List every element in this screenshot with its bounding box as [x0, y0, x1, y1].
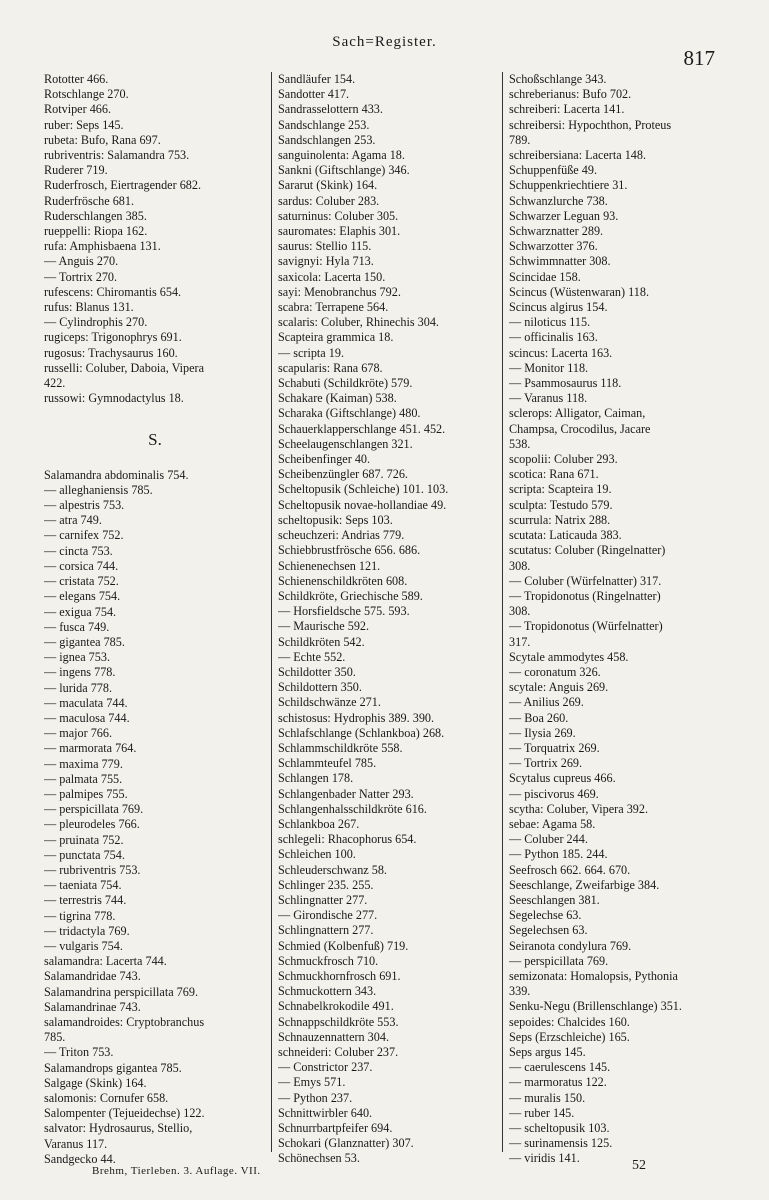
index-entry: — Girondische 277.	[278, 908, 378, 923]
index-entry: Ruderfrosch, Eiertragender 682.	[44, 178, 202, 193]
index-entry: scheuchzeri: Andrias 779.	[278, 528, 405, 543]
index-entry: Segelechsen 63.	[509, 923, 588, 938]
index-entry: Schildotter 350.	[278, 664, 356, 679]
index-entries-right	[509, 72, 735, 1167]
index-entry: Seiranota condylura 769.	[509, 938, 632, 953]
index-entry: — Tortrix 270.	[44, 269, 118, 284]
index-entry: Schuppenfüße 49.	[509, 163, 598, 178]
index-entry: saturninus: Coluber 305.	[278, 208, 399, 223]
index-entry: Schönechsen 53.	[278, 1151, 360, 1166]
index-entry: — marmorata 764.	[44, 741, 137, 756]
index-entry: — Constrictor 237.	[278, 1060, 373, 1075]
index-entry: — Coluber (Würfelnatter) 317.	[509, 573, 662, 588]
index-entries-r	[44, 72, 266, 406]
index-entry: — Triton 753.	[44, 1045, 114, 1060]
index-entry: sauromates: Elaphis 301.	[278, 224, 401, 239]
index-entry: — Tortrix 269.	[509, 756, 583, 771]
index-entry: Seeschlangen 381.	[509, 892, 600, 907]
index-entry: Scharaka (Giftschlange) 480.	[278, 406, 421, 421]
index-entry: — Maurische 592.	[278, 619, 370, 634]
index-entry: — alpestris 753.	[44, 498, 125, 513]
index-entry: — cristata 752.	[44, 574, 119, 589]
index-entry: — Torquatrix 269.	[509, 740, 600, 755]
index-entry: Schildschwänze 271.	[278, 695, 381, 710]
index-entry: schneideri: Coluber 237.	[278, 1045, 399, 1059]
index-entry: Sandrasselottern 433.	[278, 102, 383, 117]
index-entry: Schwanzlurche 738.	[509, 193, 608, 208]
index-entry: Salamandrinae 743.	[44, 999, 141, 1014]
index-entry: — caerulescens 145.	[509, 1060, 611, 1075]
index-entry: rufescens: Chiromantis 654.	[44, 284, 182, 299]
index-entry: — Cylindrophis 270.	[44, 315, 148, 330]
index-entry: Schlingnatter 277.	[278, 892, 368, 907]
index-entry: — marmoratus 122.	[509, 1075, 607, 1090]
index-entry: schreibersi: Hypochthon, Proteus	[509, 117, 672, 132]
index-entry: russelli: Coluber, Daboia, Vipera	[44, 360, 205, 375]
index-entry: saurus: Stellio 115.	[278, 239, 372, 254]
index-entry: Scheelaugenschlangen 321.	[278, 436, 413, 451]
index-entry: Schlammteufel 785.	[278, 756, 377, 771]
index-entry: Salgage (Skink) 164.	[44, 1075, 147, 1090]
index-entry: — cincta 753.	[44, 543, 113, 558]
index-entry: rugosus: Trachysaurus 160.	[44, 345, 178, 360]
index-entry: Sandschlangen 253.	[278, 132, 376, 147]
index-entry: — Coluber 244.	[509, 832, 588, 847]
index-entry: — corsica 744.	[44, 558, 119, 573]
index-entry: — major 766.	[44, 726, 113, 741]
index-entry: 785.	[44, 1030, 66, 1045]
index-entry: — ignea 753.	[44, 650, 111, 665]
index-entry: Schlinger 235. 255.	[278, 877, 374, 892]
index-entry: Sandgecko 44.	[44, 1151, 116, 1166]
index-entry: — piscivorus 469.	[509, 786, 599, 801]
index-entry: Schwarznatter 289.	[509, 224, 604, 239]
index-entry: Sararut (Skink) 164.	[278, 178, 378, 193]
index-entry: Sandläufer 154.	[278, 72, 356, 86]
index-entry: Scheltopusik novae-hollandiae 49.	[278, 497, 447, 512]
index-entry: Schmuckhornfrosch 691.	[278, 968, 401, 983]
index-entry: schreibersiana: Lacerta 148.	[509, 148, 647, 163]
index-entry: rueppelli: Riopa 162.	[44, 224, 148, 239]
index-entry: — Monitor 118.	[509, 360, 589, 375]
index-entry: Salamandrina perspicillata 769.	[44, 984, 198, 999]
index-entry: Salamandridae 743.	[44, 969, 141, 984]
column-divider-right	[502, 72, 503, 1152]
index-entry: scapularis: Rana 678.	[278, 360, 383, 375]
index-entry: — perspicillata 769.	[44, 802, 144, 817]
index-entry: Senku-Negu (Brillenschlange) 351.	[509, 999, 682, 1014]
index-entry: rufa: Amphisbaena 131.	[44, 239, 161, 254]
index-entry: 789.	[509, 132, 531, 147]
index-entry: salamandra: Lacerta 744.	[44, 954, 167, 969]
index-entry: scytale: Anguis 269.	[509, 680, 609, 695]
index-entry: — ingens 778.	[44, 665, 116, 680]
index-entry: Scheibenzüngler 687. 726.	[278, 467, 408, 482]
index-entry: Seefrosch 662. 664. 670.	[509, 862, 631, 877]
index-entry: ruber: Seps 145.	[44, 117, 124, 132]
index-entry: — Anguis 270.	[44, 254, 119, 269]
index-entry: — fusca 749.	[44, 619, 110, 634]
index-entry: 538.	[509, 436, 531, 451]
index-entry: scurrula: Natrix 288.	[509, 512, 611, 527]
index-entry: — palmata 755.	[44, 771, 123, 786]
index-entry: — viridis 141.	[509, 1151, 580, 1166]
index-entry: sardus: Coluber 283.	[278, 193, 380, 208]
index-entry: Schienenschildkröten 608.	[278, 573, 408, 588]
index-entry: — elegans 754.	[44, 589, 121, 604]
index-entry: Schienenechsen 121.	[278, 558, 381, 573]
index-entry: — muralis 150.	[509, 1090, 586, 1105]
index-entry: — perspicillata 769.	[509, 953, 609, 968]
index-entry: salomonis: Cornufer 658.	[44, 1091, 169, 1105]
index-entries-s	[44, 468, 266, 1167]
index-entry: Sankni (Giftschlange) 346.	[278, 163, 410, 178]
index-entry: 308.	[509, 604, 531, 619]
index-entry: Schnurrbartpfeifer 694.	[278, 1121, 393, 1136]
index-entry: Schleichen 100.	[278, 847, 356, 862]
printer-footer: Brehm, Tierleben. 3. Auflage. VII.	[92, 1165, 261, 1177]
index-entry: schreiberi: Lacerta 141.	[509, 102, 625, 117]
index-entry: — carnifex 752.	[44, 528, 124, 543]
index-column-left	[44, 72, 266, 1167]
index-entry: 422.	[44, 376, 66, 391]
index-entry: Varanus 117.	[44, 1136, 108, 1151]
index-entry: Schoßschlange 343.	[509, 72, 607, 86]
index-entry: Schuppenkriechtiere 31.	[509, 178, 628, 193]
index-entry: Ruderer 719.	[44, 163, 108, 178]
index-entry: Schlankboa 267.	[278, 816, 360, 831]
index-entry: — Psammosaurus 118.	[509, 376, 622, 391]
index-entry: scripta: Scapteira 19.	[509, 482, 612, 497]
index-entry: — Python 185. 244.	[509, 847, 608, 862]
index-entry: Schiebbrustfrösche 656. 686.	[278, 543, 421, 558]
index-entry: — maculata 744.	[44, 695, 128, 710]
index-entry: — maxima 779.	[44, 756, 123, 771]
index-entry: — tigrina 778.	[44, 908, 116, 923]
index-entry: Schmied (Kolbenfuß) 719.	[278, 938, 409, 953]
index-entry: Schmuckfrosch 710.	[278, 953, 379, 968]
index-entry: — Emys 571.	[278, 1075, 346, 1090]
index-entry: scalaris: Coluber, Rhinechis 304.	[278, 315, 439, 330]
index-entry: Rotschlange 270.	[44, 87, 129, 102]
index-entry: — scripta 19.	[278, 345, 345, 360]
index-entry: rugiceps: Trigonophrys 691.	[44, 330, 182, 345]
index-entry: Salamandrops gigantea 785.	[44, 1060, 182, 1075]
index-entry: Schnappschildkröte 553.	[278, 1014, 399, 1029]
index-entry: Schlammschildkröte 558.	[278, 740, 403, 755]
index-entry: — palmipes 755.	[44, 786, 128, 801]
index-entry: — alleghaniensis 785.	[44, 482, 153, 497]
index-entry: Scytalus cupreus 466.	[509, 771, 616, 786]
index-entry: Scincus algirus 154.	[509, 300, 608, 315]
index-entry: — ruber 145.	[509, 1105, 575, 1120]
index-entry: Seeschlange, Zweifarbige 384.	[509, 877, 660, 892]
index-entry: — exigua 754.	[44, 604, 117, 619]
index-entry: 317.	[509, 634, 531, 649]
index-entry: Schildottern 350.	[278, 680, 362, 695]
index-entry: scytha: Coluber, Vipera 392.	[509, 801, 649, 816]
index-entry: Ruderfrösche 681.	[44, 193, 135, 208]
index-entry: schistosus: Hydrophis 389. 390.	[278, 710, 435, 725]
index-entry: Ruderschlangen 385.	[44, 208, 147, 223]
index-entry: Schnauzennattern 304.	[278, 1029, 390, 1044]
running-header: Sach=Register.	[332, 34, 437, 50]
index-entry: — atra 749.	[44, 513, 102, 528]
index-entry: Schildkröte, Griechische 589.	[278, 588, 423, 603]
index-entry: Schlangen 178.	[278, 771, 354, 786]
index-entry: Sandschlange 253.	[278, 117, 370, 132]
index-entry: Segelechse 63.	[509, 908, 582, 923]
index-entry: — rubriventris 753.	[44, 862, 141, 877]
index-entry: — Ilysia 269.	[509, 725, 576, 740]
index-entry: — niloticus 115.	[509, 315, 591, 330]
index-entries-middle	[278, 72, 498, 1167]
index-entry: — pruinata 752.	[44, 832, 124, 847]
index-entry: sayi: Menobranchus 792.	[278, 284, 401, 299]
index-entry: Schmuckottern 343.	[278, 984, 377, 999]
index-entry: — Boa 260.	[509, 710, 569, 725]
index-entry: Salamandra abdominalis 754.	[44, 467, 189, 482]
index-entry: Schildkröten 542.	[278, 634, 365, 649]
index-entry: Schwarzer Leguan 93.	[509, 208, 619, 223]
index-entry: — taeniata 754.	[44, 878, 122, 893]
index-entry: 308.	[509, 558, 531, 573]
index-entry: 339.	[509, 984, 531, 999]
index-entry: salamandroides: Cryptobranchus	[44, 1014, 205, 1029]
index-entry: sebae: Agama 58.	[509, 816, 596, 831]
index-entry: Schauerklapperschlange 451. 452.	[278, 421, 446, 436]
index-entry: Sandotter 417.	[278, 87, 350, 102]
index-entry: — Tropidonotus (Ringelnatter)	[509, 588, 661, 603]
index-entry: Schlangenbader Natter 293.	[278, 786, 414, 801]
index-entry: sepoides: Chalcides 160.	[509, 1014, 630, 1029]
index-entry: Champsa, Crocodilus, Jacare	[509, 421, 651, 436]
index-entry: rufus: Blanus 131.	[44, 300, 134, 315]
index-entry: saxicola: Lacerta 150.	[278, 269, 386, 284]
index-entry: — coronatum 326.	[509, 664, 601, 679]
index-entry: — maculosa 744.	[44, 710, 130, 725]
index-entry: scutata: Laticauda 383.	[509, 528, 622, 543]
index-entry: savignyi: Hyla 713.	[278, 254, 374, 269]
index-entry: scopolii: Coluber 293.	[509, 452, 618, 467]
index-entry: Scheltopusik (Schleiche) 101. 103.	[278, 482, 449, 497]
index-entry: schreberianus: Bufo 702.	[509, 87, 632, 102]
index-entry: Schokari (Glanznatter) 307.	[278, 1136, 414, 1151]
index-column-right	[509, 72, 735, 1167]
index-entry: scutatus: Coluber (Ringelnatter)	[509, 543, 666, 558]
index-entry: rubriventris: Salamandra 753.	[44, 148, 190, 163]
index-entry: Scincidae 158.	[509, 269, 581, 284]
page-number: 817	[683, 46, 715, 70]
index-entry: Scincus (Wüstenwaran) 118.	[509, 284, 650, 299]
index-entry: semizonata: Homalopsis, Pythonia	[509, 968, 678, 983]
index-entry: — officinalis 163.	[509, 330, 598, 345]
index-entry: — Python 237.	[278, 1090, 353, 1105]
index-entry: — Anilius 269.	[509, 695, 584, 710]
index-entry: Schleuderschwanz 58.	[278, 862, 387, 877]
index-entry: — Echte 552.	[278, 649, 346, 664]
signature-mark: 52	[632, 1158, 646, 1173]
index-entry: — Horsfieldsche 575. 593.	[278, 604, 410, 619]
index-entry: russowi: Gymnodactylus 18.	[44, 391, 184, 406]
section-letter-heading: S.	[148, 430, 162, 450]
index-entry: sclerops: Alligator, Caiman,	[509, 406, 646, 421]
index-entry: — gigantea 785.	[44, 634, 125, 649]
index-entry: rubeta: Bufo, Rana 697.	[44, 132, 161, 147]
index-entry: — tridactyla 769.	[44, 923, 130, 938]
index-entry: scotica: Rana 671.	[509, 467, 599, 482]
column-divider-left	[271, 72, 272, 1152]
index-entry: Seps (Erzschleiche) 165.	[509, 1029, 630, 1044]
index-entry: — vulgaris 754.	[44, 938, 123, 953]
index-entry: Schabuti (Schildkröte) 579.	[278, 376, 413, 391]
index-entry: — Varanus 118.	[509, 391, 588, 406]
index-entry: scincus: Lacerta 163.	[509, 345, 613, 360]
index-entry: scheltopusik: Seps 103.	[278, 512, 393, 527]
index-entry: — lurida 778.	[44, 680, 113, 695]
index-entry: Schlingnattern 277.	[278, 923, 374, 938]
index-entry: Schwarzotter 376.	[509, 239, 598, 254]
index-entry: — Tropidonotus (Würfelnatter)	[509, 619, 663, 634]
index-entry: Rotviper 466.	[44, 102, 112, 117]
index-entry: sculpta: Testudo 579.	[509, 497, 613, 512]
index-entry: — surinamensis 125.	[509, 1136, 613, 1151]
index-column-middle	[278, 72, 498, 1167]
index-entry: Scheibenfinger 40.	[278, 452, 371, 467]
index-entry: Schwimmnatter 308.	[509, 254, 611, 269]
index-entry: Seps argus 145.	[509, 1045, 586, 1059]
index-entry: Rototter 466.	[44, 72, 109, 86]
index-entry: Schlangenhalsschildkröte 616.	[278, 801, 427, 816]
index-entry: Salompenter (Tejueidechse) 122.	[44, 1106, 205, 1121]
index-entry: salvator: Hydrosaurus, Stellio,	[44, 1121, 193, 1136]
index-entry: Scytale ammodytes 458.	[509, 649, 629, 664]
index-entry: Scapteira grammica 18.	[278, 330, 394, 345]
index-entry: scabra: Terrapene 564.	[278, 300, 389, 315]
index-entry: Schnabelkrokodile 491.	[278, 999, 394, 1014]
index-entry: Schnittwirbler 640.	[278, 1105, 373, 1120]
index-entry: — scheltopusik 103.	[509, 1121, 610, 1136]
index-entry: schlegeli: Rhacophorus 654.	[278, 832, 417, 847]
index-entry: — terrestris 744.	[44, 893, 127, 908]
index-entry: Schlafschlange (Schlankboa) 268.	[278, 725, 445, 740]
index-entry: Schakare (Kaiman) 538.	[278, 391, 397, 406]
index-entry: sanguinolenta: Agama 18.	[278, 148, 405, 163]
index-entry: — punctata 754.	[44, 847, 125, 862]
index-entry: — pleurodeles 766.	[44, 817, 140, 832]
